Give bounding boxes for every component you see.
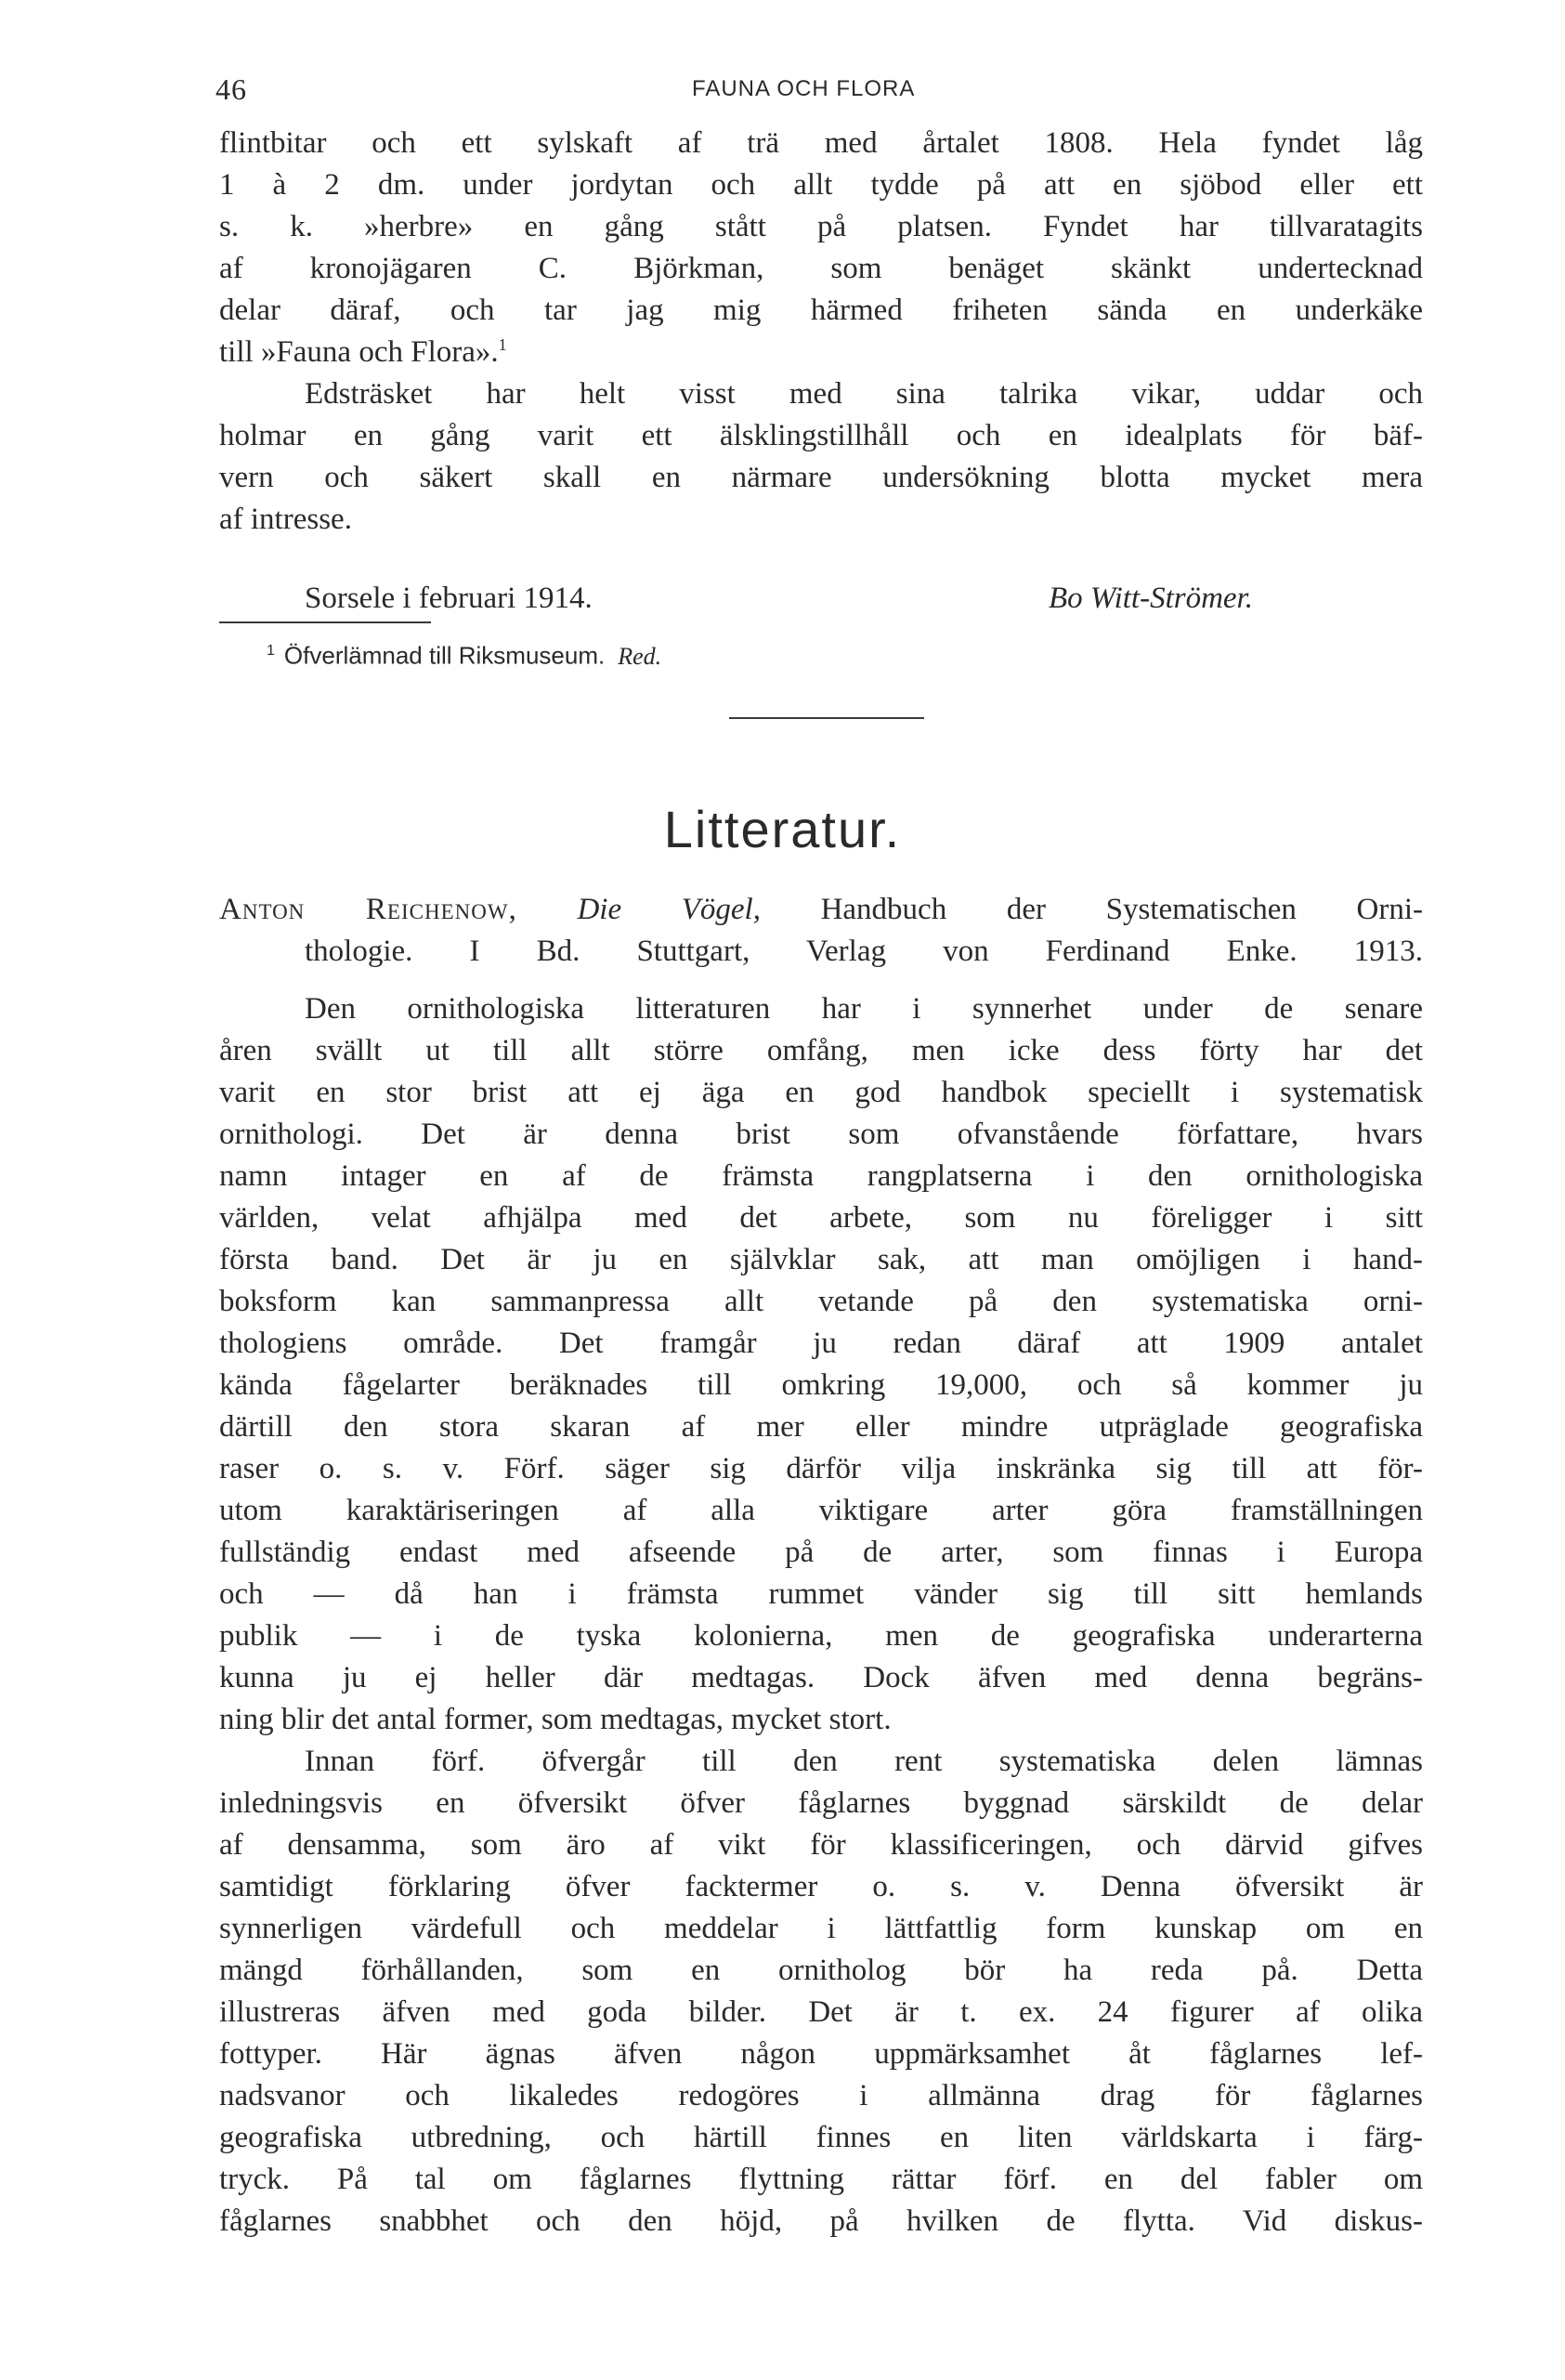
section-title: Litteratur. <box>663 800 902 858</box>
text-line: s. k. »herbre» en gång stått på platsen. Fyndet har tillvaratagits <box>219 210 1423 243</box>
text-line: nadsvanor och likaledes redogöres i allmänna drag för fåglarnes <box>219 2079 1423 2112</box>
text-line: raser o. s. v. Förf. säger sig därför vilja inskränka sig till att för- <box>219 1452 1423 1485</box>
text-line: och — då han i främsta rummet vänder sig till sitt hemlands <box>219 1577 1423 1611</box>
text-line: boksform kan sammanpressa allt vetande på den systematiska orni- <box>219 1285 1423 1318</box>
footnote-number: 1 <box>267 643 275 659</box>
text-line: till »Fauna och Flora». <box>219 335 499 369</box>
text-line: af intresse. <box>219 503 352 536</box>
text-line: geografiska utbredning, och härtill finnes en liten världskarta i färg- <box>219 2121 1423 2154</box>
text-line: vern och säkert skall en närmare undersökning blotta mycket mera <box>219 461 1423 494</box>
text-line: illustreras äfven med goda bilder. Det är t. ex. 24 figurer af olika <box>219 1995 1423 2029</box>
footnote-editor-mark: Red. <box>618 642 662 670</box>
text-line: åren svällt ut till allt större omfång, men icke dess förty har det <box>219 1034 1423 1067</box>
signature-author: Bo Witt-Strömer. <box>1049 582 1253 615</box>
footnote-text: Öfverlämnad till Riksmuseum. <box>283 641 606 670</box>
text-line: kunna ju ej heller där medtagas. Dock äfven med denna begräns- <box>219 1661 1423 1694</box>
page-number: 46 <box>215 72 247 106</box>
text-line: holmar en gång varit ett älsklingstillhåll och en idealplats för bäf- <box>219 419 1423 452</box>
citation-line: thologie. I Bd. Stuttgart, Verlag von Ferdinand Enke. 1913. <box>305 935 1423 968</box>
text-line: fullständig endast med afseende på de arter, som finnas i Europa <box>219 1536 1423 1569</box>
citation-line <box>219 889 1423 931</box>
text-line: delar däraf, och tar jag mig härmed friheten sända en underkäke <box>219 294 1423 327</box>
text-line: kända fågelarter beräknades till omkring 19,000, och så kommer ju <box>219 1368 1423 1402</box>
text-line: utom karaktäriseringen af alla viktigare arter göra framställningen <box>219 1494 1423 1527</box>
citation-author: Anton Reichenow, <box>219 893 517 926</box>
text-line: af kronojägaren C. Björkman, som benäget skänkt undertecknad <box>219 252 1423 285</box>
text-line: inledningsvis en öfversikt öfver fåglarnes byggnad särskildt de delar <box>219 1786 1423 1820</box>
citation-work-title: Die Vögel, <box>577 893 761 926</box>
text-line: namn intager en af de främsta rangplatserna i den ornithologiska <box>219 1159 1423 1193</box>
text-line: ornithologi. Det är denna brist som ofvanstående författare, hvars <box>219 1118 1423 1151</box>
text-line: 1 à 2 dm. under jordytan och allt tydde på att en sjöbod eller ett <box>219 168 1423 202</box>
text-line: ning blir det antal former, som medtagas, mycket stort. <box>219 1703 892 1736</box>
text-line: Edsträsket har helt visst med sina talrika vikar, uddar och <box>305 377 1423 411</box>
text-line: af densamma, som äro af vikt för klassificeringen, och därvid gifves <box>219 1828 1423 1862</box>
text-line: synnerligen värdefull och meddelar i lättfattlig form kunskap om en <box>219 1912 1423 1945</box>
text-line: flintbitar och ett sylskaft af trä med årtalet 1808. Hela fyndet låg <box>219 126 1423 160</box>
text-line-with-footnote <box>219 332 1423 373</box>
text-line: thologiens område. Det framgår ju redan däraf att 1909 antalet <box>219 1327 1423 1360</box>
footnote <box>267 633 661 675</box>
text-line: tryck. På tal om fåglarnes flyttning rättar förf. en del fabler om <box>219 2163 1423 2196</box>
footnote-marker: 1 <box>498 335 507 354</box>
text-line: världen, velat afhjälpa med det arbete, som nu föreligger i sitt <box>219 1201 1423 1235</box>
footnote-rule <box>219 621 431 623</box>
signature <box>219 578 1423 620</box>
running-title: FAUNA OCH FLORA <box>692 76 916 101</box>
section-divider <box>729 717 924 719</box>
text-line: första band. Det är ju en självklar sak, att man omöjligen i hand- <box>219 1243 1423 1276</box>
text-line: därtill den stora skaran af mer eller mindre utpräglade geografiska <box>219 1410 1423 1444</box>
citation-subtitle: Handbuch der Systematischen Orni- <box>820 893 1423 926</box>
text-line: Innan förf. öfvergår till den rent systematiska delen lämnas <box>305 1745 1423 1778</box>
signature-place-date: Sorsele i februari 1914. <box>305 582 593 615</box>
text-line: fottyper. Här ägnas äfven någon uppmärksamhet åt fåglarnes lef- <box>219 2037 1423 2071</box>
text-line: varit en stor brist att ej äga en god handbok speciellt i systematisk <box>219 1076 1423 1109</box>
text-line: samtidigt förklaring öfver facktermer o. s. v. Denna öfversikt är <box>219 1870 1423 1903</box>
text-line: mängd förhållanden, som en ornitholog bör ha reda på. Detta <box>219 1954 1423 1987</box>
text-line: fåglarnes snabbhet och den höjd, på hvilken de flytta. Vid diskus- <box>219 2204 1423 2238</box>
text-line: Den ornithologiska litteraturen har i synnerhet under de senare <box>305 992 1423 1026</box>
text-line: publik — i de tyska kolonierna, men de geografiska underarterna <box>219 1619 1423 1653</box>
